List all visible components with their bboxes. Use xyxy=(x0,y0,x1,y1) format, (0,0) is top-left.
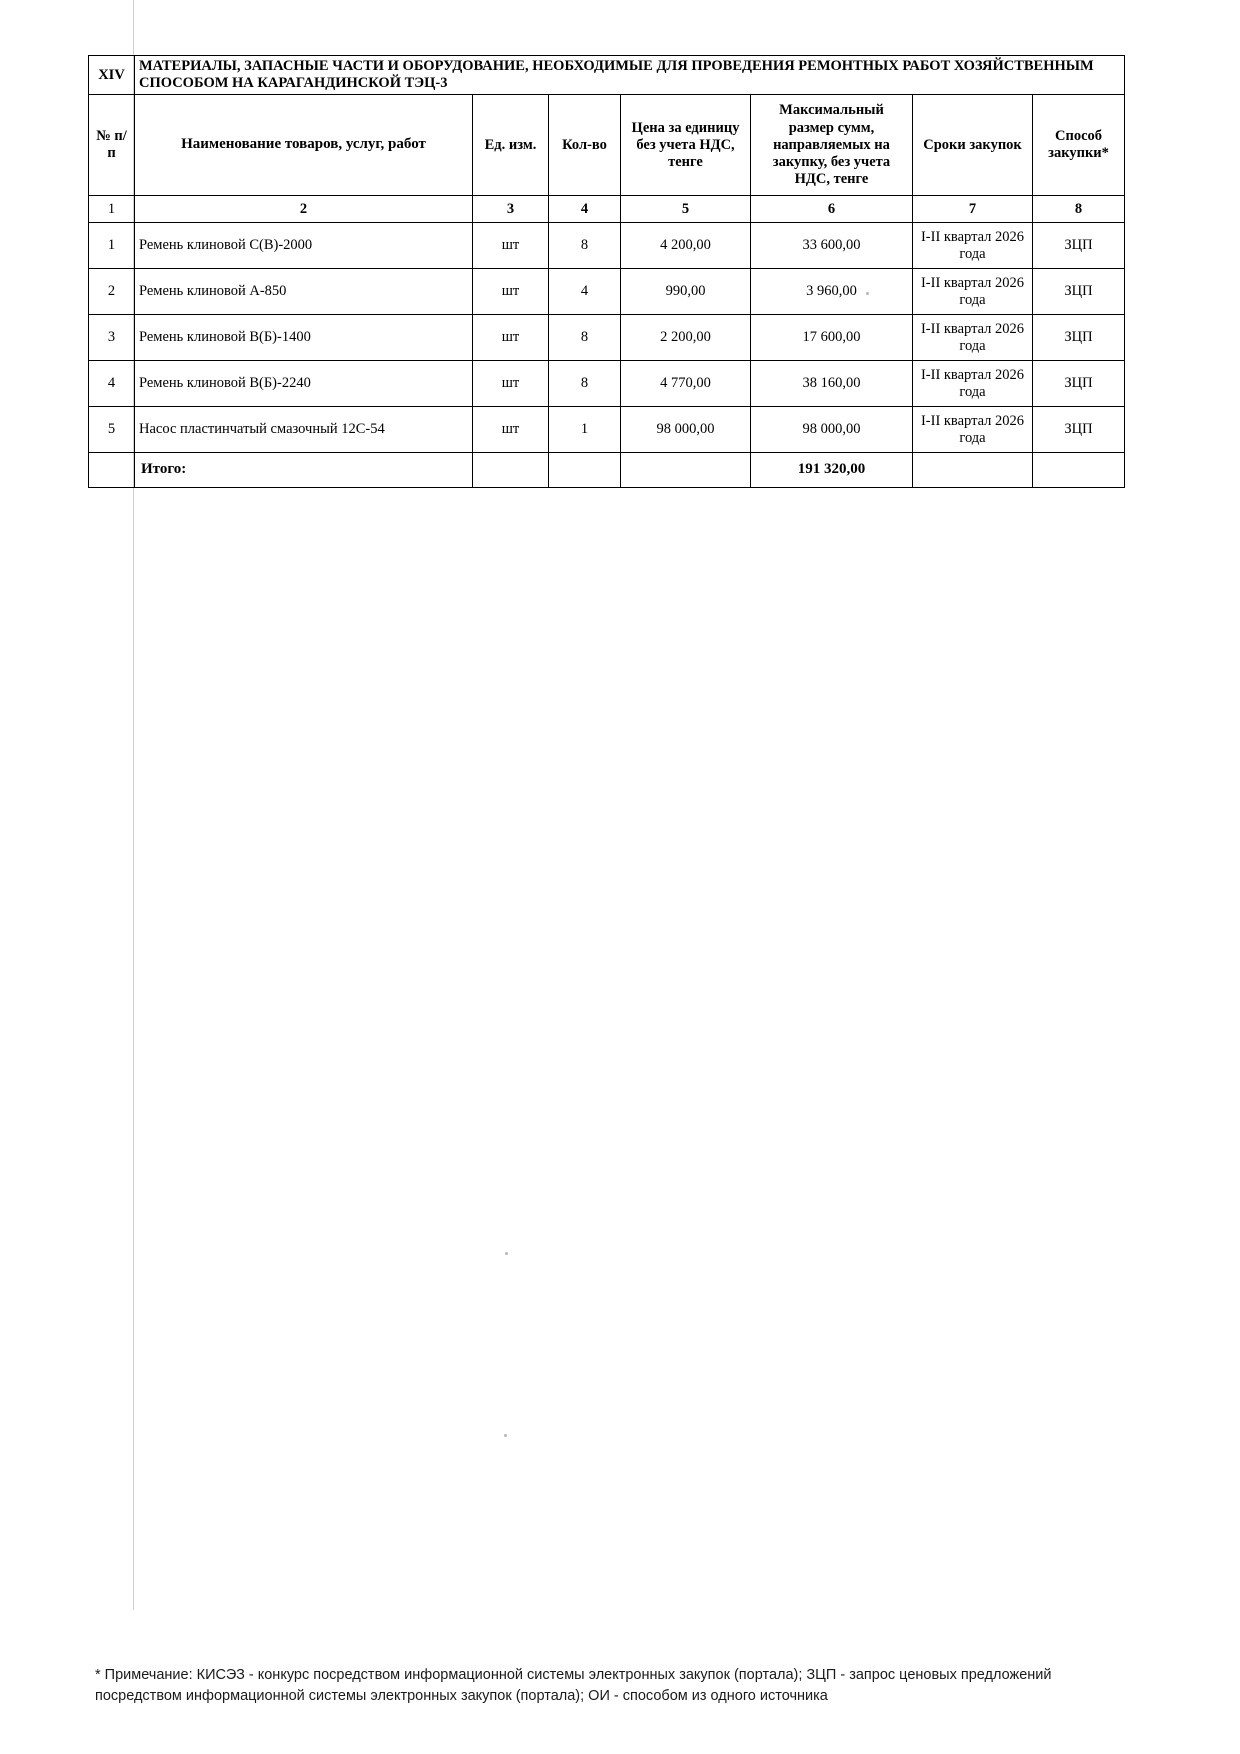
total-row xyxy=(89,453,1125,488)
cell-name: Ремень клиновой А-850 xyxy=(135,269,473,315)
cell-index: 5 xyxy=(89,407,135,453)
cell-unit: шт xyxy=(473,361,549,407)
column-number-8: 8 xyxy=(1033,196,1125,223)
column-header-name: Наименование товаров, услуг, работ xyxy=(135,95,473,196)
cell-method: ЗЦП xyxy=(1033,269,1125,315)
cell-term: I-II квартал 2026 года xyxy=(913,269,1033,315)
section-header-row xyxy=(89,56,1125,95)
cell-name: Ремень клиновой В(Б)-1400 xyxy=(135,315,473,361)
cell-qty: 8 xyxy=(549,315,621,361)
column-number-row xyxy=(89,196,1125,223)
cell-name: Ремень клиновой В(Б)-2240 xyxy=(135,361,473,407)
total-spacer-qty xyxy=(549,453,621,488)
table-row xyxy=(89,223,1125,269)
cell-name: Ремень клиновой С(В)-2000 xyxy=(135,223,473,269)
column-header-index: № п/п xyxy=(89,95,135,196)
table-row xyxy=(89,407,1125,453)
cell-name: Насос пластинчатый смазочный 12С-54 xyxy=(135,407,473,453)
cell-index: 1 xyxy=(89,223,135,269)
column-header-qty: Кол-во xyxy=(549,95,621,196)
scan-speck xyxy=(505,1252,508,1255)
column-number-2: 2 xyxy=(135,196,473,223)
cell-price: 2 200,00 xyxy=(621,315,751,361)
total-spacer-method xyxy=(1033,453,1125,488)
column-number-1: 1 xyxy=(89,196,135,223)
cell-price: 4 200,00 xyxy=(621,223,751,269)
cell-sum: 38 160,00 xyxy=(751,361,913,407)
column-number-5: 5 xyxy=(621,196,751,223)
total-spacer-term xyxy=(913,453,1033,488)
total-spacer-price xyxy=(621,453,751,488)
cell-unit: шт xyxy=(473,223,549,269)
column-header-method: Способ закупки* xyxy=(1033,95,1125,196)
cell-unit: шт xyxy=(473,315,549,361)
cell-price: 990,00 xyxy=(621,269,751,315)
total-value: 191 320,00 xyxy=(751,453,913,488)
column-header-terms: Сроки закупок xyxy=(913,95,1033,196)
cell-qty: 8 xyxy=(549,223,621,269)
cell-sum: 17 600,00 xyxy=(751,315,913,361)
cell-sum: 3 960,00 xyxy=(751,269,913,315)
cell-method: ЗЦП xyxy=(1033,315,1125,361)
table-row xyxy=(89,361,1125,407)
table-header-row xyxy=(89,95,1125,196)
cell-method: ЗЦП xyxy=(1033,223,1125,269)
cell-index: 2 xyxy=(89,269,135,315)
cell-term: I-II квартал 2026 года xyxy=(913,407,1033,453)
column-number-7: 7 xyxy=(913,196,1033,223)
total-label: Итого: xyxy=(135,453,473,488)
column-header-price: Цена за единицу без учета НДС, тенге xyxy=(621,95,751,196)
cell-sum: 98 000,00 xyxy=(751,407,913,453)
footnote-text: * Примечание: КИСЭЗ - конкурс посредством информационной системы электронных закупок (портала); ЗЦП - запрос ценовых предложений посредством информационной системы электронных закупок (портала); ОИ - способом из одного источника xyxy=(95,1667,1052,1705)
table-row xyxy=(89,315,1125,361)
section-number: XIV xyxy=(89,56,135,95)
cell-sum: 33 600,00 xyxy=(751,223,913,269)
cell-qty: 4 xyxy=(549,269,621,315)
scan-speck xyxy=(504,1434,507,1437)
cell-index: 3 xyxy=(89,315,135,361)
cell-unit: шт xyxy=(473,269,549,315)
column-number-6: 6 xyxy=(751,196,913,223)
cell-qty: 1 xyxy=(549,407,621,453)
cell-qty: 8 xyxy=(549,361,621,407)
cell-index: 4 xyxy=(89,361,135,407)
column-number-3: 3 xyxy=(473,196,549,223)
cell-term: I-II квартал 2026 года xyxy=(913,361,1033,407)
cell-term: I-II квартал 2026 года xyxy=(913,315,1033,361)
column-header-unit: Ед. изм. xyxy=(473,95,549,196)
cell-method: ЗЦП xyxy=(1033,407,1125,453)
cell-term: I-II квартал 2026 года xyxy=(913,223,1033,269)
table-row xyxy=(89,269,1125,315)
total-spacer-index xyxy=(89,453,135,488)
procurement-table xyxy=(88,55,1125,488)
total-spacer-unit xyxy=(473,453,549,488)
cell-method: ЗЦП xyxy=(1033,361,1125,407)
cell-unit: шт xyxy=(473,407,549,453)
column-header-max-sum: Максимальный размер сумм, направляемых на закупку, без учета НДС, тенге xyxy=(751,95,913,196)
cell-price: 98 000,00 xyxy=(621,407,751,453)
column-number-4: 4 xyxy=(549,196,621,223)
document-page xyxy=(88,55,1124,488)
cell-price: 4 770,00 xyxy=(621,361,751,407)
section-title: МАТЕРИАЛЫ, ЗАПАСНЫЕ ЧАСТИ И ОБОРУДОВАНИЕ, НЕОБХОДИМЫЕ ДЛЯ ПРОВЕДЕНИЯ РЕМОНТНЫХ РАБОТ ХОЗЯЙСТВЕННЫМ СПОСОБОМ НА КАРАГАНДИНСКОЙ ТЭЦ-3 xyxy=(135,56,1125,95)
